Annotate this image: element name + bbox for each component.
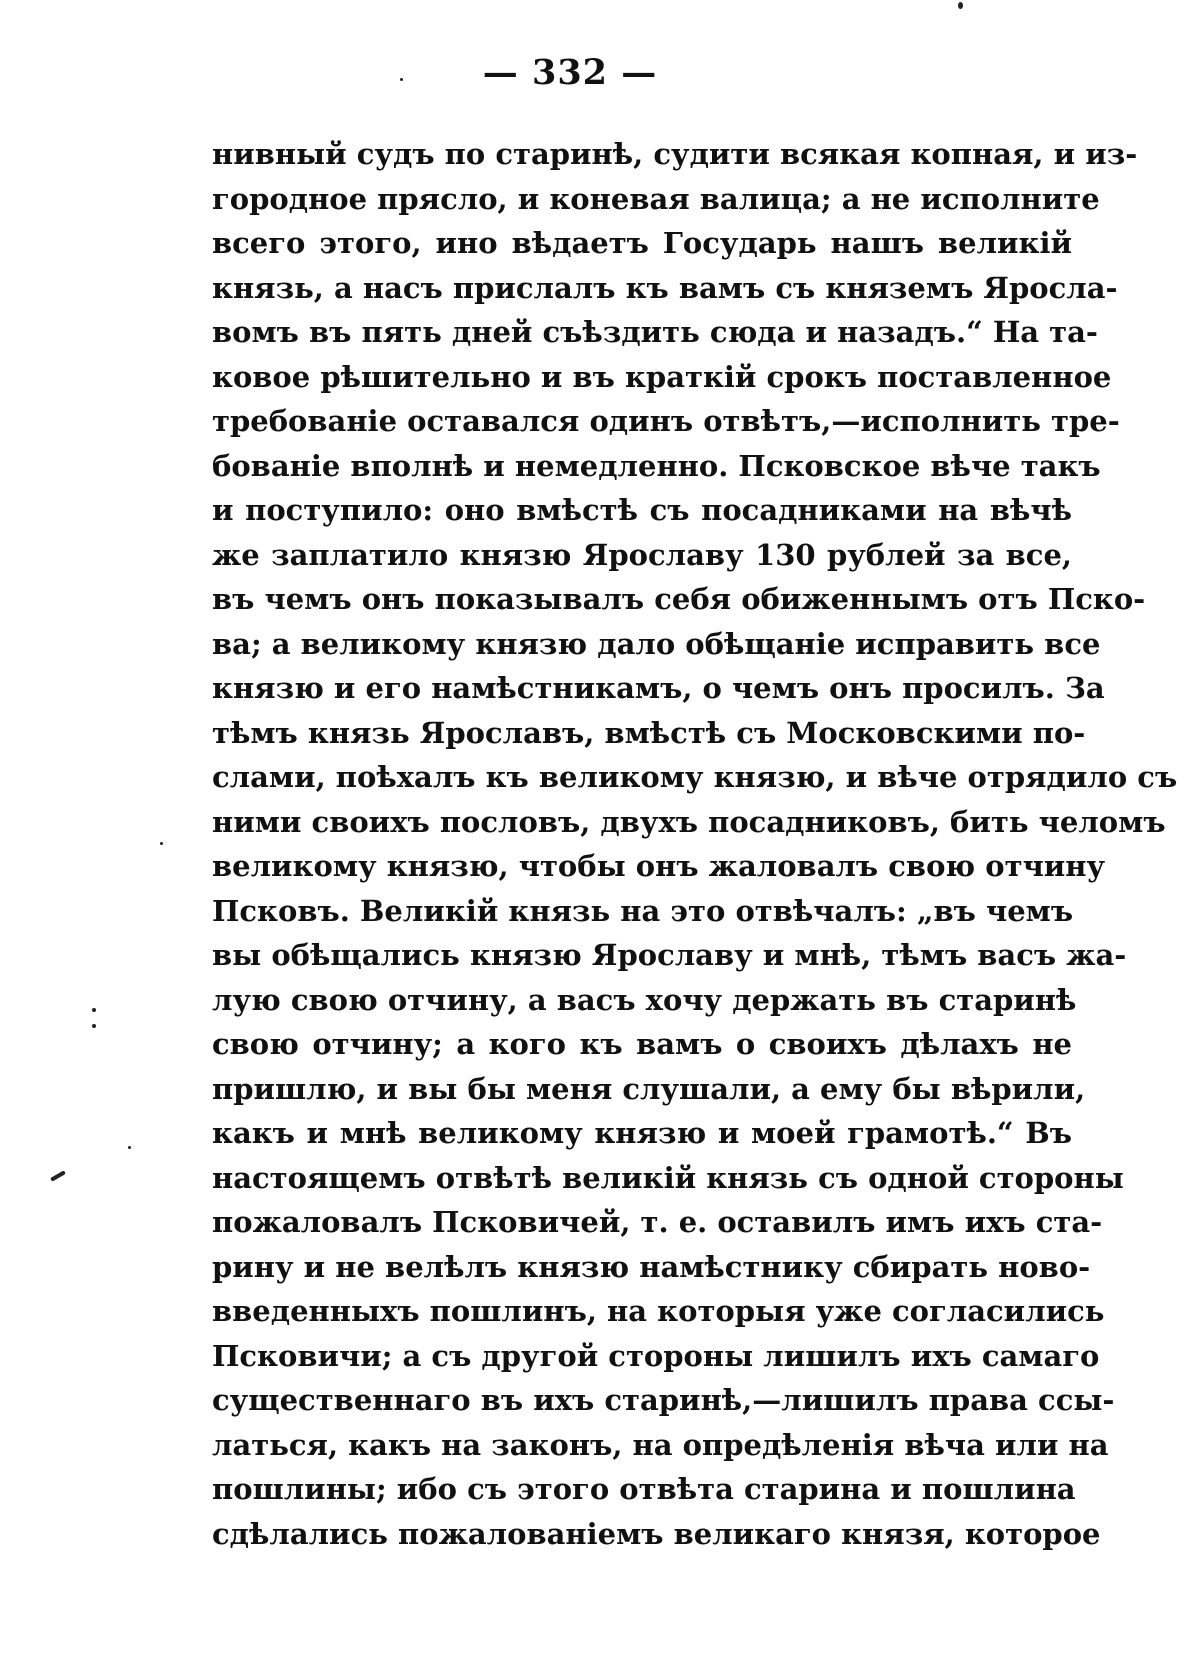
text-line: латься, какъ на законъ, на опредѣленія вѣча или на — [212, 1427, 1109, 1462]
scan-speck — [400, 78, 403, 81]
text-line: введенныхъ пошлинъ, на которыя уже согласились — [212, 1294, 1105, 1328]
scan-speck — [50, 1170, 66, 1181]
text-line: всего этого, ино вѣдаетъ Государь нашъ великій — [212, 226, 1072, 260]
text-line: въ чемъ онъ показывалъ себя обиженнымъ отъ Пско- — [212, 582, 1146, 616]
text-line: рину и не велѣлъ князю намѣстнику сбирать ново- — [212, 1249, 1091, 1284]
text-line: князю и его намѣстникамъ, о чемъ онъ просилъ. За — [212, 671, 1105, 705]
text-line: вомъ въ пять дней съѣздить сюда и назадъ.“ На та- — [212, 315, 1098, 349]
text-line: вы обѣщались князю Ярославу и мнѣ, тѣмъ васъ жа- — [212, 938, 1127, 972]
text-line: великому князю, чтобы онъ жаловалъ свою отчину — [212, 849, 1106, 883]
text-line: какъ и мнѣ великому князю и моей грамотѣ.“ Въ — [212, 1116, 1072, 1150]
text-line: настоящемъ отвѣтѣ великій князь съ одной стороны — [212, 1160, 1124, 1195]
scan-speck — [92, 1024, 96, 1028]
text-line: сдѣлались пожалованіемъ великаго князя, которое — [212, 1516, 1101, 1551]
scan-speck — [160, 842, 163, 845]
text-line: слами, поѣхалъ къ великому князю, и вѣче отрядило съ — [212, 760, 1177, 794]
text-line: пошлины; ибо съ этого отвѣта старина и пошлина — [212, 1472, 1076, 1506]
text-line: тѣмъ князь Ярославъ, вмѣстѣ съ Московскими по- — [212, 715, 1086, 750]
scan-speck — [958, 2, 963, 9]
text-line: ковое рѣшительно и въ краткій срокъ поставленное — [212, 359, 1112, 394]
text-line: свою отчину; а кого къ вамъ о своихъ дѣлахъ не — [212, 1027, 1072, 1061]
text-line: бованіе вполнѣ и немедленно. Псковское вѣче такъ — [212, 448, 1101, 483]
text-line: нивный судъ по старинѣ, судити всякая копная, и из- — [212, 137, 1138, 171]
text-line: пожаловалъ Псковичей, т. е. оставилъ имъ ихъ ста- — [212, 1205, 1103, 1239]
text-line: ними своихъ пословъ, двухъ посадниковъ, бить челомъ — [212, 804, 1166, 839]
text-line: существеннаго въ ихъ старинѣ,—лишилъ права ссы- — [212, 1383, 1115, 1417]
body-text — [212, 132, 1177, 1556]
text-line: ва; а великому князю дало обѣщаніе исправить все — [212, 626, 1101, 661]
text-line: пришлю, и вы бы меня слушали, а ему бы вѣрили, — [212, 1071, 1086, 1106]
text-line: лую свою отчину, а васъ хочу держать въ старинѣ — [212, 982, 1077, 1017]
scan-speck — [92, 1008, 96, 1012]
text-line: князь, а насъ прислалъ къ вамъ съ княземъ Яросла- — [212, 270, 1118, 305]
scan-speck — [128, 1146, 131, 1149]
text-line: городное прясло, и коневая валица; а не исполните — [212, 181, 1100, 216]
text-line: Псковичи; а съ другой стороны лишилъ ихъ самаго — [212, 1338, 1100, 1373]
text-line: же заплатило князю Ярославу 130 рублей за все, — [212, 537, 1072, 572]
page-number: — 332 — — [482, 52, 658, 93]
text-line: требованіе оставался одинъ отвѣтъ,—исполнить тре- — [212, 404, 1120, 438]
text-line: и поступило: оно вмѣстѣ съ посадниками на вѣчѣ — [212, 493, 1072, 527]
text-line: Псковъ. Великій князь на это отвѣчалъ: „въ чемъ — [212, 893, 1074, 928]
